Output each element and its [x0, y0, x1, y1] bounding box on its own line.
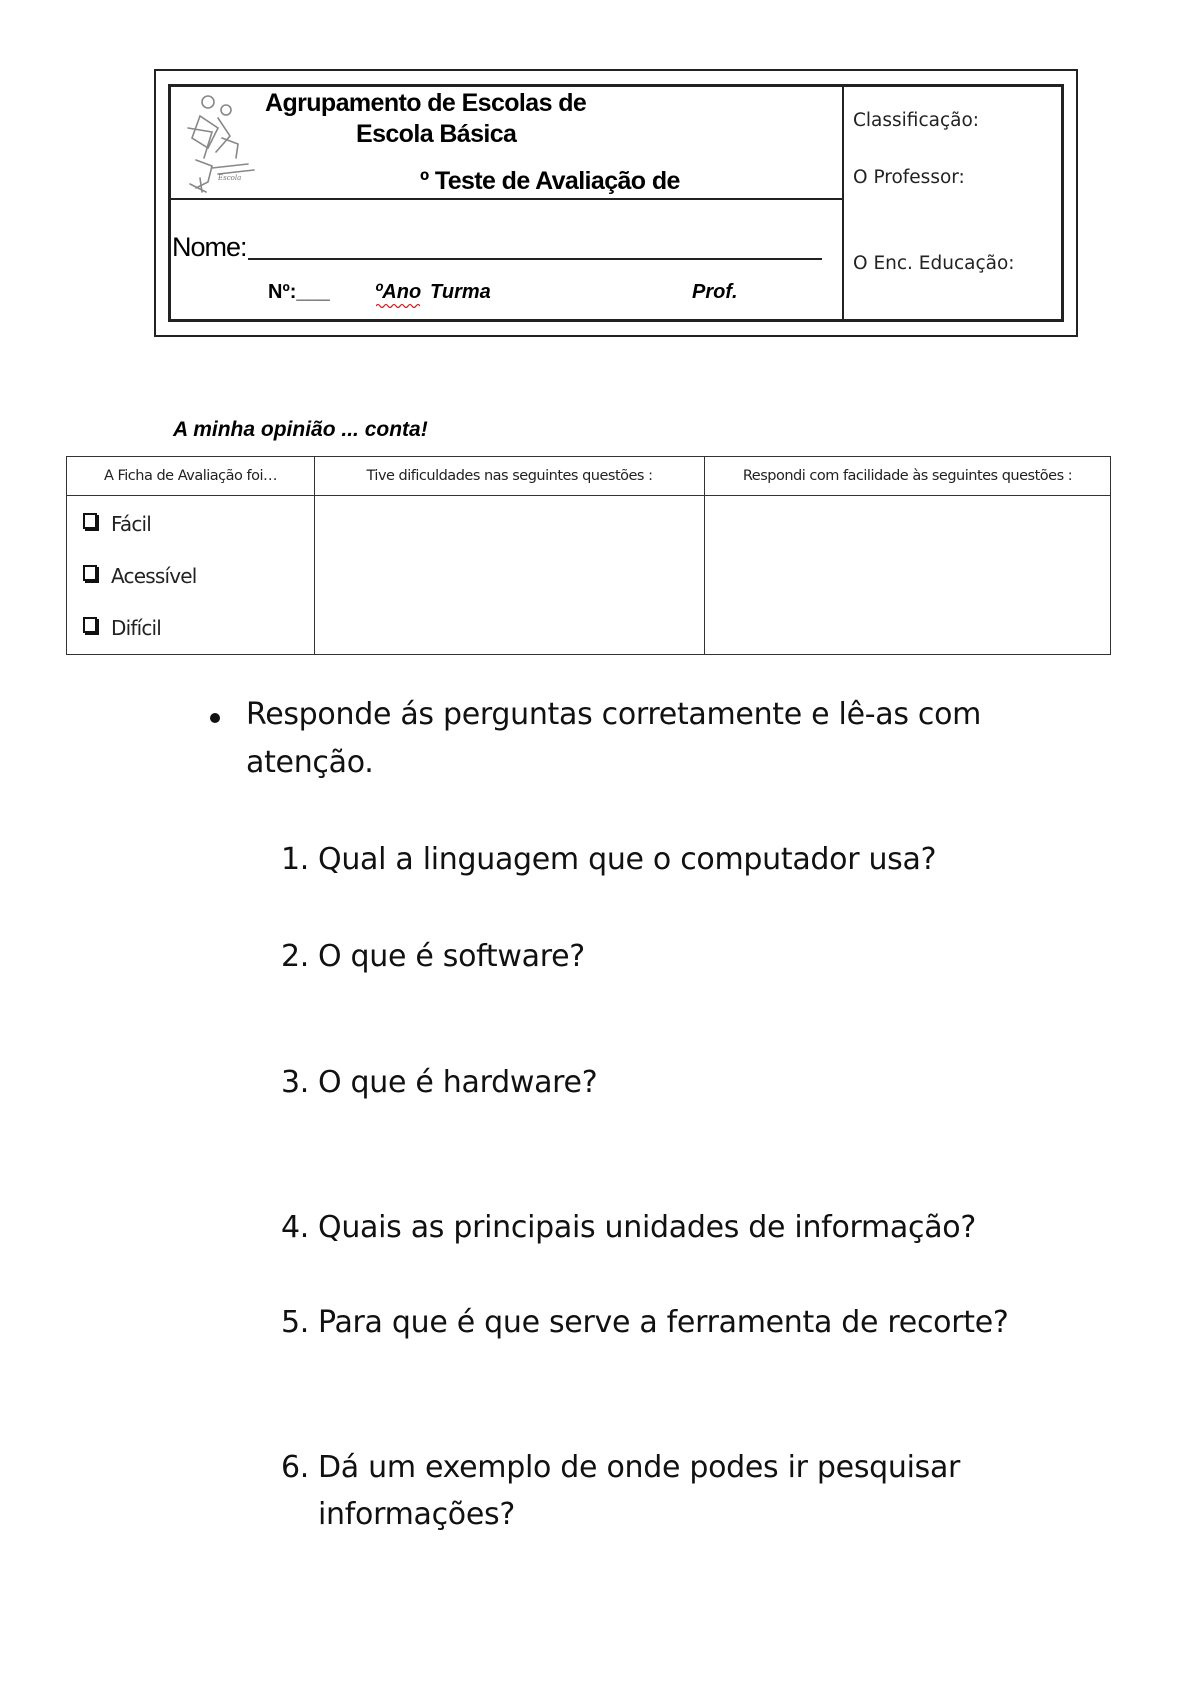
question-3	[281, 1065, 597, 1100]
test-title: º Teste de Avaliação de	[420, 167, 680, 195]
question-number: 1.	[281, 842, 310, 877]
question-5	[281, 1305, 1008, 1340]
question-number: 4.	[281, 1210, 310, 1245]
student-number-label: Nº:___	[268, 281, 330, 303]
question-text: Para que é que serve a ferramenta de recorte?	[318, 1305, 1009, 1340]
question-6-continued: informações?	[318, 1497, 515, 1532]
school-logo	[178, 88, 260, 196]
difficulties-answer-cell[interactable]	[315, 496, 705, 655]
professor-signature-label: O Professor:	[853, 167, 965, 188]
bullet-icon	[210, 713, 220, 723]
question-number: 3.	[281, 1065, 310, 1100]
question-text: O que é software?	[318, 939, 585, 974]
opinion-table	[66, 456, 1111, 655]
question-4	[281, 1210, 976, 1245]
question-2	[281, 939, 585, 974]
column-header-difficulties: Tive dificuldades nas seguintes questões :	[315, 457, 705, 496]
question-text: Qual a linguagem que o computador usa?	[318, 842, 937, 877]
opinion-heading: A minha opinião ... conta!	[173, 418, 428, 441]
name-label: Nome:	[172, 232, 247, 262]
year-label: ºAno	[375, 281, 422, 303]
header-horizontal-divider	[168, 198, 844, 200]
option-facil[interactable]	[67, 498, 314, 550]
class-label: Turma	[430, 281, 491, 303]
easy-answers-cell[interactable]	[705, 496, 1111, 655]
question-1	[281, 842, 936, 877]
question-number: 5.	[281, 1305, 310, 1340]
column-header-easy-answers: Respondi com facilidade às seguintes questões :	[705, 457, 1111, 496]
question-text: O que é hardware?	[318, 1065, 598, 1100]
option-label: Difícil	[111, 616, 162, 640]
question-6	[281, 1450, 960, 1485]
school-name: Escola Básica	[356, 120, 517, 148]
header-vertical-divider	[842, 84, 844, 322]
instruction-text: Responde ás perguntas corretamente e lê-as com	[246, 697, 982, 732]
checkbox-icon[interactable]	[83, 565, 97, 581]
checkbox-icon[interactable]	[83, 617, 97, 633]
question-number: 2.	[281, 939, 310, 974]
svg-text:Escola: Escola	[218, 174, 242, 182]
name-field-line[interactable]	[248, 258, 822, 260]
question-text: Dá um exemplo de onde podes ir pesquisar	[318, 1450, 961, 1485]
teacher-label: Prof.	[692, 281, 738, 303]
instruction-text-continued: atenção.	[246, 745, 374, 780]
spellcheck-underline	[376, 303, 420, 308]
column-header-evaluation: A Ficha de Avaliação foi…	[67, 457, 315, 496]
question-number: 6.	[281, 1450, 310, 1485]
school-group-name: Agrupamento de Escolas de	[265, 89, 587, 117]
option-label: Fácil	[111, 512, 152, 536]
option-dificil[interactable]	[67, 602, 314, 654]
option-acessivel[interactable]	[67, 550, 314, 602]
checkbox-icon[interactable]	[83, 513, 97, 529]
guardian-signature-label: O Enc. Educação:	[853, 253, 1015, 274]
option-label: Acessível	[111, 564, 197, 588]
question-text: Quais as principais unidades de informação?	[318, 1210, 976, 1245]
evaluation-options-cell	[67, 496, 315, 655]
grade-label: Classificação:	[853, 110, 980, 131]
